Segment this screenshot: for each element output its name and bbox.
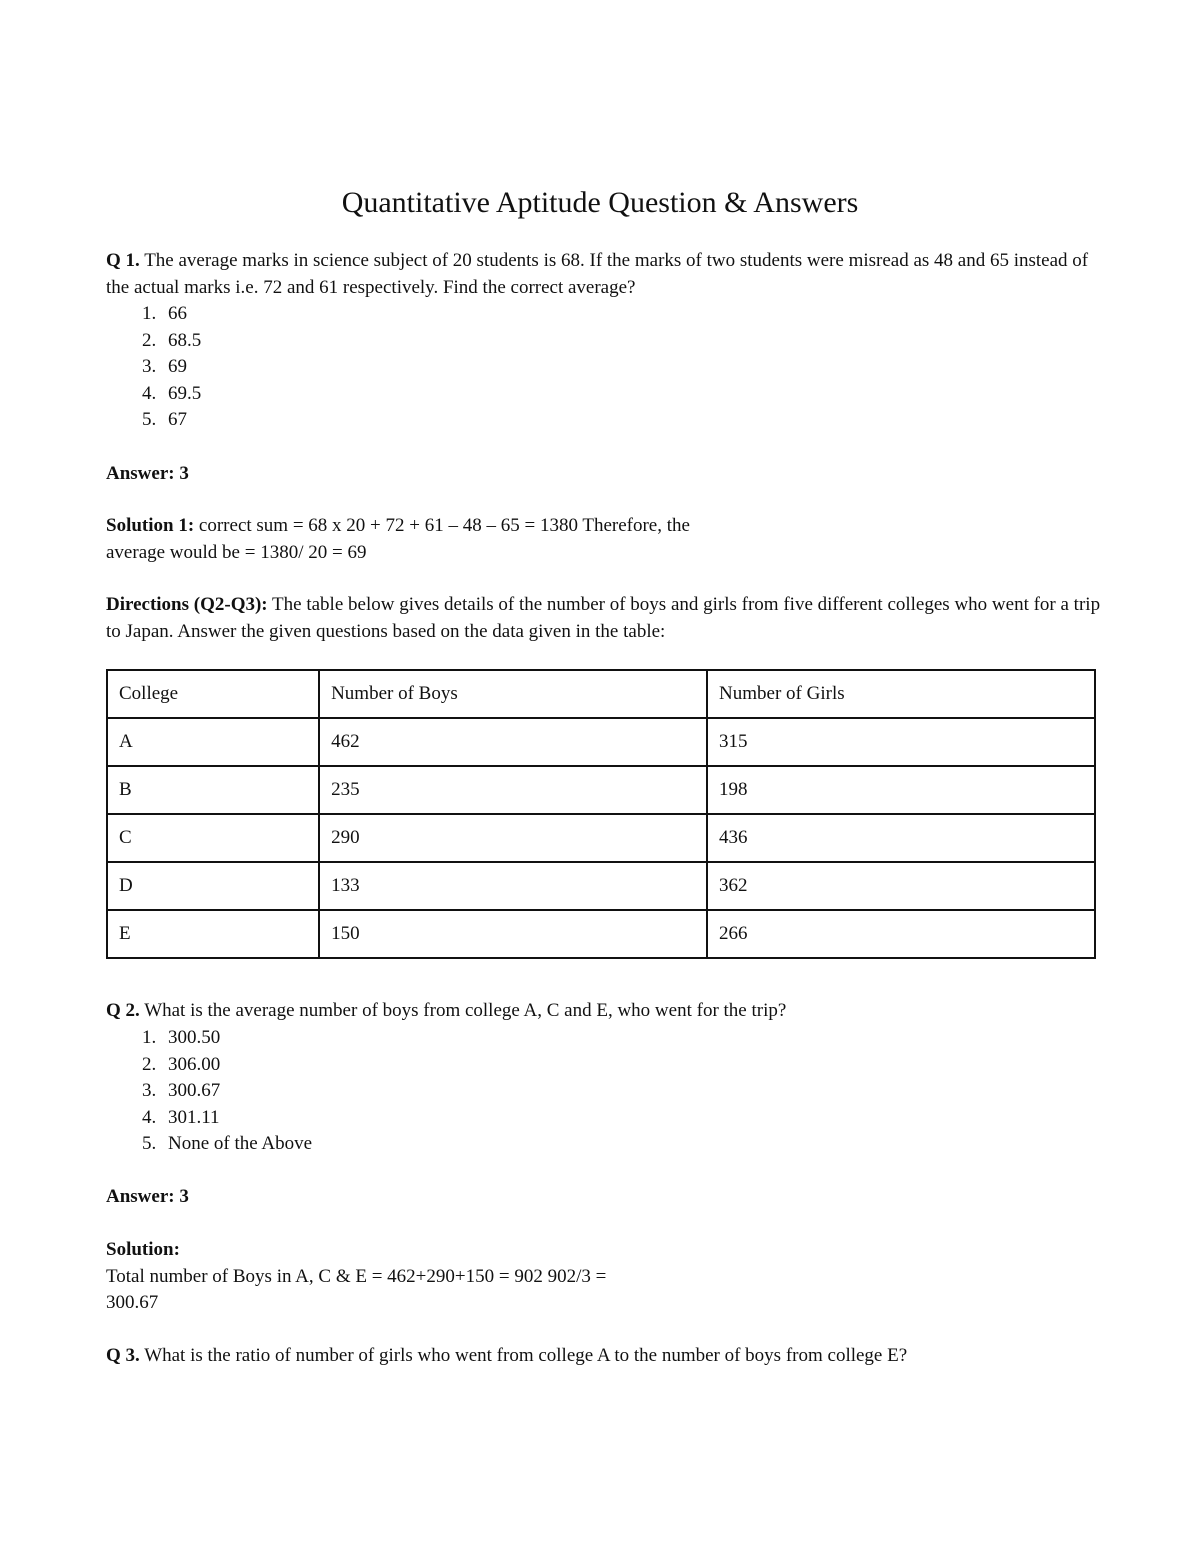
question-2-option: 4. 301.11 bbox=[142, 1106, 220, 1128]
table-row bbox=[107, 910, 1095, 958]
question-1-solution bbox=[106, 513, 1106, 566]
question-2-option: 2. 306.00 bbox=[142, 1053, 221, 1075]
table-cell: E bbox=[107, 910, 319, 958]
table-row bbox=[107, 862, 1095, 910]
table-cell: D bbox=[107, 862, 319, 910]
question-2-option: 1. 300.50 bbox=[142, 1027, 221, 1048]
table-header-cell: Number of Girls bbox=[707, 670, 1095, 718]
question-1-text: The average marks in science subject of 20 students is 68. If the marks of two students were misread as 48 and 65 instead of the actual marks i.e. 72 and 61 respectively. Find the correct average? bbox=[106, 250, 1089, 298]
directions bbox=[106, 592, 1106, 645]
table-header-cell: Number of Boys bbox=[319, 670, 707, 718]
solution-2-line-2: 300.67 bbox=[106, 1292, 159, 1313]
solution-2-label: Solution: bbox=[106, 1239, 180, 1260]
question-1-option: 5. 67 bbox=[142, 409, 187, 430]
table-row bbox=[107, 766, 1095, 814]
question-2-option: 3. 300.67 bbox=[142, 1080, 221, 1101]
solution-1-label: Solution 1: bbox=[106, 515, 195, 536]
question-1-answer: Answer: 3 bbox=[106, 463, 189, 484]
table-row bbox=[107, 814, 1095, 862]
directions-label: Directions (Q2-Q3): bbox=[106, 594, 268, 615]
question-2-answer: Answer: 3 bbox=[106, 1186, 189, 1207]
table-header-cell: College bbox=[107, 670, 319, 718]
table-cell: C bbox=[107, 814, 319, 862]
table-cell: A bbox=[107, 718, 319, 766]
table-cell: 266 bbox=[707, 910, 1095, 958]
college-trip-table bbox=[106, 669, 1096, 959]
table-cell: 150 bbox=[319, 910, 707, 958]
question-2 bbox=[106, 998, 1106, 1025]
table-cell: B bbox=[107, 766, 319, 814]
question-1-option: 2. 68.5 bbox=[142, 329, 202, 351]
question-1-option: 4. 69.5 bbox=[142, 382, 202, 404]
table-cell: 462 bbox=[319, 718, 707, 766]
question-3-text: What is the ratio of number of girls who went from college A to the number of boys from college E? bbox=[139, 1345, 908, 1366]
directions-text: The table below gives details of the number of boys and girls from five different colleges who went for a trip to Japan. Answer the given questions based on the data given in the table: bbox=[106, 594, 1101, 642]
question-3 bbox=[106, 1343, 1106, 1370]
question-1-option: 3. 69 bbox=[142, 356, 187, 377]
table-header-row bbox=[107, 670, 1095, 718]
table-cell: 362 bbox=[707, 862, 1095, 910]
question-3-label: Q 3. bbox=[106, 1345, 140, 1366]
table-cell: 235 bbox=[319, 766, 707, 814]
question-1-label: Q 1. bbox=[106, 250, 140, 271]
solution-2-line-1: Total number of Boys in A, C & E = 462+290+150 = 902 902/3 = bbox=[106, 1265, 607, 1287]
table-cell: 290 bbox=[319, 814, 707, 862]
question-2-text: What is the average number of boys from college A, C and E, who went for the trip? bbox=[139, 1000, 787, 1021]
question-1-options bbox=[106, 301, 1106, 434]
table-cell: 133 bbox=[319, 862, 707, 910]
question-2-option: 5. None of the Above bbox=[142, 1133, 313, 1154]
table-cell: 198 bbox=[707, 766, 1095, 814]
table-cell: 436 bbox=[707, 814, 1095, 862]
table-row bbox=[107, 718, 1095, 766]
question-2-options bbox=[106, 1025, 1106, 1158]
page-title: Quantitative Aptitude Question & Answers bbox=[341, 186, 859, 219]
table-cell: 315 bbox=[707, 718, 1095, 766]
solution-1-line-1: correct sum = 68 x 20 + 72 + 61 – 48 – 65 = 1380 Therefore, the bbox=[194, 515, 690, 536]
question-1 bbox=[106, 248, 1106, 301]
question-1-option: 1. 66 bbox=[142, 303, 187, 324]
question-2-solution bbox=[106, 1237, 1106, 1317]
solution-1-line-2: average would be = 1380/ 20 = 69 bbox=[106, 541, 367, 563]
question-2-label: Q 2. bbox=[106, 1000, 140, 1021]
